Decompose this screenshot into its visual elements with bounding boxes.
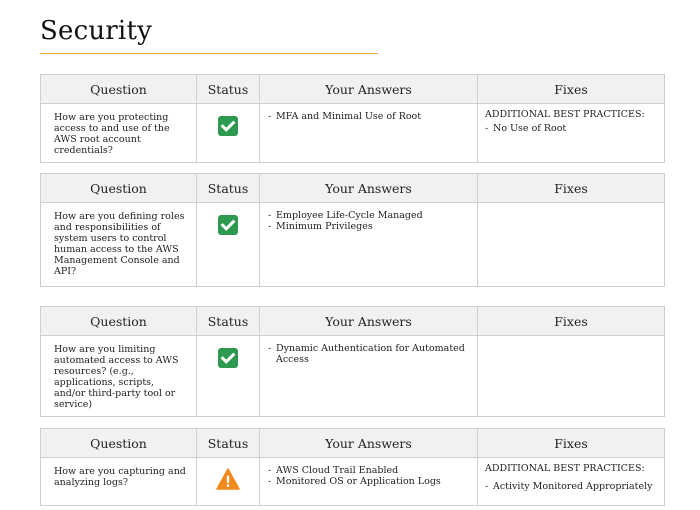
header-status: Status (197, 174, 260, 203)
header-fixes: Fixes (478, 75, 665, 104)
fix-list (485, 481, 658, 492)
header-question: Question (41, 75, 197, 104)
header-question: Question (41, 307, 197, 336)
question-table-4 (40, 428, 665, 506)
answer-item: - Employee Life-Cycle Managed (268, 210, 471, 221)
question-table-1 (40, 74, 665, 163)
answer-item: - Monitored OS or Application Logs (268, 476, 471, 487)
answer-item: - MFA and Minimal Use of Root (268, 111, 471, 122)
question-table-3 (40, 306, 665, 417)
question-table-2 (40, 173, 665, 287)
header-status: Status (197, 429, 260, 458)
fix-list (485, 123, 658, 134)
answer-item: - Dynamic Authentication for Automated Access (268, 343, 471, 365)
answer-list (260, 458, 477, 487)
fixes-heading: ADDITIONAL BEST PRACTICES: (485, 463, 645, 474)
answer-item: - Minimum Privileges (268, 221, 471, 232)
header-status: Status (197, 307, 260, 336)
warning-icon (216, 468, 240, 490)
header-answers: Your Answers (260, 429, 478, 458)
question-text: How are you capturing and analyzing logs? (54, 466, 186, 488)
answer-item: - AWS Cloud Trail Enabled (268, 465, 471, 476)
question-text: How are you defining roles and responsibilities of system users to control human access to the AWS Management Console and API? (54, 211, 185, 277)
header-question: Question (41, 174, 197, 203)
fixes-empty (478, 336, 664, 341)
header-answers: Your Answers (260, 174, 478, 203)
header-status: Status (197, 75, 260, 104)
header-fixes: Fixes (478, 174, 665, 203)
question-text: How are you protecting access to and use of the AWS root account credentials? (54, 112, 170, 156)
page-title: Security (40, 16, 152, 46)
header-answers: Your Answers (260, 307, 478, 336)
check-icon (218, 348, 238, 368)
answer-list (260, 203, 477, 232)
check-icon (218, 116, 238, 136)
header-question: Question (41, 429, 197, 458)
header-fixes: Fixes (478, 307, 665, 336)
answer-list (260, 104, 477, 122)
header-fixes: Fixes (478, 429, 665, 458)
header-answers: Your Answers (260, 75, 478, 104)
fixes-empty (478, 203, 664, 208)
title-underline (40, 53, 378, 54)
fix-item: - Activity Monitored Appropriately (485, 481, 658, 492)
question-text: How are you limiting automated access to AWS resources? (e.g., applications, scripts, and/or third-party tool or service) (54, 344, 179, 410)
fix-item: - No Use of Root (485, 123, 658, 134)
fixes-heading: ADDITIONAL BEST PRACTICES: (485, 109, 645, 120)
answer-list (260, 336, 477, 365)
check-icon (218, 215, 238, 235)
